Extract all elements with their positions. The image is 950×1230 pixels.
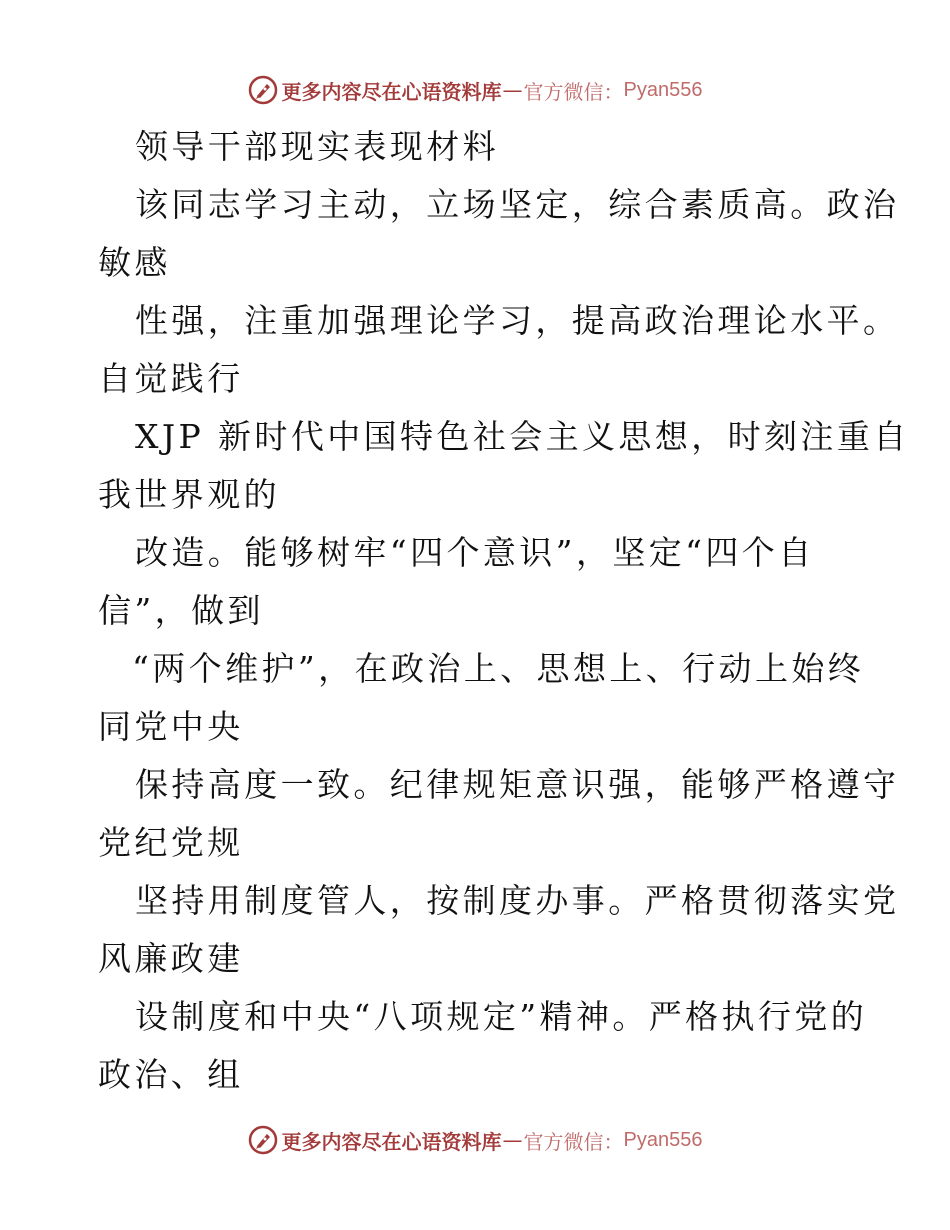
paragraph-line: 该同志学习主动，立场坚定，综合素质高。政治 <box>135 185 900 224</box>
pen-nib-logo-icon <box>248 75 278 105</box>
pen-nib-logo-icon <box>248 1125 278 1155</box>
banner-dash: — <box>502 78 523 102</box>
banner-wechat-id: Pyan556 <box>623 78 703 101</box>
paragraph-line: 信”，做到 <box>98 591 264 630</box>
paragraph-line: 改造。能够树牢“四个意识”，坚定“四个自 <box>135 533 815 572</box>
paragraph-line: 我世界观的 <box>98 475 280 514</box>
paragraph-line: 坚持用制度管人，按制度办事。严格贯彻落实党 <box>135 881 900 920</box>
footer-banner <box>0 1120 950 1160</box>
paragraph-line: 性强，注重加强理论学习，提高政治理论水平。 <box>135 301 900 340</box>
paragraph-line: 同党中央 <box>98 707 244 746</box>
paragraph-line: XJP 新时代中国特色社会主义思想，时刻注重自 <box>135 417 910 456</box>
header-banner <box>0 70 950 110</box>
banner-wechat-label: 官方微信： <box>523 1129 624 1154</box>
document-title: 领导干部现实表现材料 <box>135 127 499 166</box>
paragraph-line: 保持高度一致。纪律规矩意识强，能够严格遵守 <box>135 765 900 804</box>
banner-wechat-id: Pyan556 <box>623 1128 703 1151</box>
paragraph-line: 政治、组 <box>98 1055 244 1094</box>
paragraph-line: 自觉践行 <box>98 359 244 398</box>
document-body <box>98 118 910 1104</box>
banner-title: 更多内容尽在心语资料库 <box>281 79 502 104</box>
banner-wechat-label: 官方微信： <box>523 79 624 104</box>
paragraph-line: 风廉政建 <box>98 939 244 978</box>
paragraph-line: “两个维护”，在政治上、思想上、行动上始终 <box>132 649 865 688</box>
banner-title: 更多内容尽在心语资料库 <box>281 1129 502 1154</box>
paragraph-line: 党纪党规 <box>98 823 244 862</box>
banner-dash: — <box>502 1128 523 1152</box>
paragraph-line: 设制度和中央“八项规定”精神。严格执行党的 <box>135 997 868 1036</box>
paragraph-line: 敏感 <box>98 243 171 282</box>
